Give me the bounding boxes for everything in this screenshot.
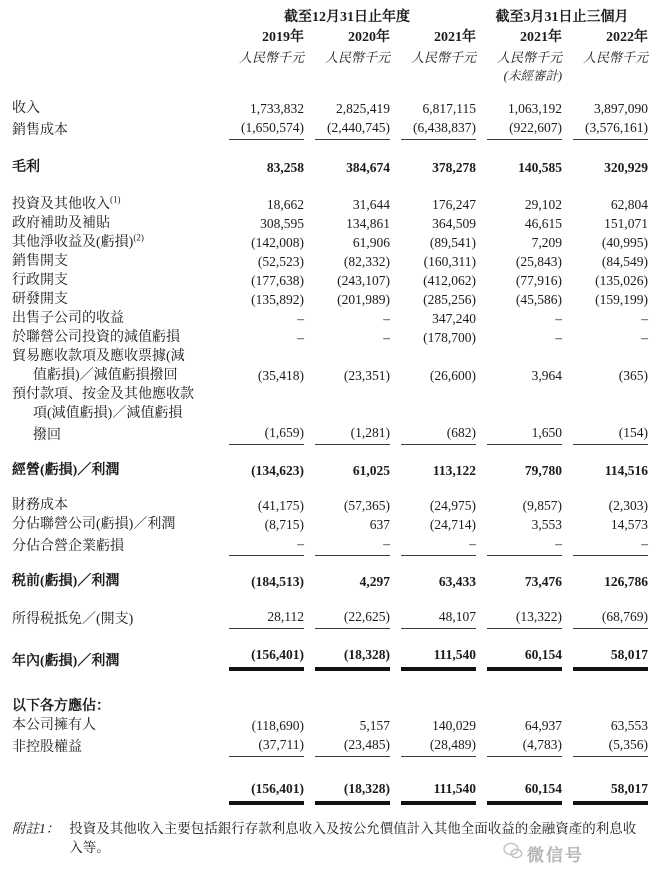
year-2022-q1: 2022年 bbox=[606, 30, 648, 45]
cell-value: (9,857) bbox=[522, 498, 562, 513]
row-label: 值虧損)／減值虧損撥回 bbox=[33, 368, 178, 383]
cell-value: 61,025 bbox=[352, 463, 390, 478]
cell-value: – bbox=[390, 534, 476, 556]
row-label bbox=[12, 779, 218, 805]
table-row bbox=[12, 697, 648, 716]
table-row bbox=[12, 607, 648, 629]
table-header bbox=[12, 8, 648, 85]
cell-value: – bbox=[562, 534, 648, 556]
cell-value: 60,154 bbox=[476, 779, 562, 805]
cell-value: 3,897,090 bbox=[594, 101, 648, 116]
table-row bbox=[12, 271, 648, 290]
cell-value: (57,365) bbox=[343, 498, 390, 513]
cell-value: (412,062) bbox=[423, 273, 476, 288]
watermark-text: 微信号 bbox=[527, 846, 584, 865]
cell-value: 6,817,115 bbox=[422, 101, 476, 116]
table-row bbox=[12, 252, 648, 271]
cell-value bbox=[304, 404, 390, 423]
cell-value: 113,122 bbox=[432, 463, 476, 478]
row-label: 預付款項、按金及其他應收款 bbox=[12, 387, 194, 402]
cell-value: (41,175) bbox=[257, 498, 304, 513]
unit-label: 人民幣千元 bbox=[496, 50, 562, 65]
table-row bbox=[12, 309, 648, 328]
cell-value: – bbox=[297, 311, 304, 326]
cell-value: 63,433 bbox=[438, 574, 476, 589]
table-row bbox=[12, 423, 648, 445]
table-row bbox=[12, 195, 648, 214]
cell-value bbox=[218, 404, 304, 423]
cell-value: 62,804 bbox=[610, 197, 648, 212]
cell-value: (6,438,837) bbox=[390, 118, 476, 140]
cell-value: – bbox=[297, 330, 304, 345]
cell-value: (682) bbox=[390, 423, 476, 445]
footnote bbox=[12, 819, 648, 857]
footnote-label: 附註1： bbox=[12, 821, 60, 836]
cell-value: (2,303) bbox=[608, 498, 648, 513]
cell-value: 3,964 bbox=[531, 368, 562, 383]
spacer-row bbox=[12, 480, 648, 496]
table-row bbox=[12, 645, 648, 671]
table-row bbox=[12, 404, 648, 423]
cell-value: 384,674 bbox=[346, 160, 390, 175]
row-label: 貿易應收款項及應收票據(減 bbox=[12, 349, 185, 364]
table-row bbox=[12, 716, 648, 735]
cell-value: (177,638) bbox=[251, 273, 304, 288]
annual-period-header: 截至12月31日止年度 bbox=[284, 10, 410, 25]
cell-value: (184,513) bbox=[251, 574, 304, 589]
cell-value bbox=[218, 697, 304, 716]
year-2020: 2020年 bbox=[348, 30, 390, 45]
cell-value: (156,401) bbox=[218, 779, 304, 805]
cell-value: (365) bbox=[618, 368, 648, 383]
table-row bbox=[12, 328, 648, 347]
unit-label: 人民幣千元 bbox=[410, 50, 476, 65]
spacer-row bbox=[12, 671, 648, 697]
cell-value: 28,112 bbox=[218, 607, 304, 629]
cell-value: (23,351) bbox=[343, 368, 390, 383]
cell-value: 83,258 bbox=[266, 160, 304, 175]
cell-value: (285,256) bbox=[423, 292, 476, 307]
cell-value: (154) bbox=[562, 423, 648, 445]
cell-value: (26,600) bbox=[429, 368, 476, 383]
cell-value: 48,107 bbox=[390, 607, 476, 629]
period-group-row bbox=[12, 8, 648, 28]
cell-value: 308,595 bbox=[260, 216, 304, 231]
currency-unit-row bbox=[12, 48, 648, 67]
cell-value: (1,281) bbox=[304, 423, 390, 445]
cell-value: 176,247 bbox=[432, 197, 476, 212]
cell-value: (134,623) bbox=[251, 463, 304, 478]
cell-value: 347,240 bbox=[432, 311, 476, 326]
cell-value: (84,549) bbox=[601, 254, 648, 269]
cell-value: 14,573 bbox=[610, 517, 648, 532]
row-label: 非控股權益 bbox=[12, 740, 82, 755]
cell-value: (13,322) bbox=[476, 607, 562, 629]
row-label: 政府補助及補貼 bbox=[12, 216, 110, 231]
cell-value: (922,607) bbox=[476, 118, 562, 140]
table-row bbox=[12, 99, 648, 118]
cell-value: 3,553 bbox=[531, 517, 562, 532]
table-row bbox=[12, 572, 648, 591]
row-label: 於聯營公司投資的減值虧損 bbox=[12, 330, 180, 345]
cell-value: 114,516 bbox=[604, 463, 648, 478]
cell-value bbox=[476, 697, 562, 716]
cell-value: – bbox=[304, 534, 390, 556]
cell-value: 79,780 bbox=[524, 463, 562, 478]
cell-value bbox=[562, 385, 648, 404]
cell-value bbox=[476, 347, 562, 366]
cell-value: 46,615 bbox=[524, 216, 562, 231]
cell-value: (2,440,745) bbox=[304, 118, 390, 140]
row-label: 投資及其他收入$^{(1)}$ bbox=[12, 194, 121, 212]
cell-value: – bbox=[555, 330, 562, 345]
unaudited-label: (未經審計) bbox=[503, 69, 562, 83]
footnote-text: 投資及其他收入主要包括銀行存款利息收入及按公允價值計入其他全面收益的金融資產的利息收入等。 bbox=[69, 821, 637, 855]
cell-value: (135,026) bbox=[595, 273, 648, 288]
cell-value: (22,625) bbox=[304, 607, 390, 629]
cell-value: (159,199) bbox=[595, 292, 648, 307]
cell-value: 64,937 bbox=[524, 718, 562, 733]
row-label: 税前(虧損)／利潤 bbox=[12, 574, 120, 589]
cell-value: (77,916) bbox=[515, 273, 562, 288]
year-2021-q1: 2021年 bbox=[520, 30, 562, 45]
unaudited-row bbox=[12, 67, 648, 85]
cell-value: 5,157 bbox=[359, 718, 390, 733]
row-label: 項(減值虧損)／減值虧損 bbox=[33, 406, 183, 421]
table-row bbox=[12, 118, 648, 140]
cell-value: (40,995) bbox=[601, 235, 648, 250]
table-row bbox=[12, 515, 648, 534]
cell-value bbox=[304, 347, 390, 366]
unit-label: 人民幣千元 bbox=[324, 50, 390, 65]
spacer-row bbox=[12, 629, 648, 645]
cell-value: 364,509 bbox=[432, 216, 476, 231]
cell-value: 1,063,192 bbox=[508, 101, 562, 116]
row-label: 銷售開支 bbox=[12, 254, 68, 269]
cell-value bbox=[562, 404, 648, 423]
table-row bbox=[12, 385, 648, 404]
cell-value: 2,825,419 bbox=[336, 101, 390, 116]
table-row bbox=[12, 233, 648, 252]
cell-value: 7,209 bbox=[531, 235, 562, 250]
row-label: 財務成本 bbox=[12, 498, 68, 513]
cell-value: 637 bbox=[369, 517, 390, 532]
table-row bbox=[12, 461, 648, 480]
row-label: 銷售成本 bbox=[12, 123, 68, 138]
cell-value: 58,017 bbox=[562, 779, 648, 805]
unit-label: 人民幣千元 bbox=[582, 50, 648, 65]
table-row bbox=[12, 735, 648, 757]
cell-value: 111,540 bbox=[390, 779, 476, 805]
cell-value bbox=[562, 697, 648, 716]
cell-value bbox=[304, 385, 390, 404]
cell-value: 111,540 bbox=[390, 645, 476, 671]
cell-value bbox=[476, 385, 562, 404]
row-label: 出售子公司的收益 bbox=[12, 311, 124, 326]
cell-value: – bbox=[383, 311, 390, 326]
cell-value: 60,154 bbox=[476, 645, 562, 671]
cell-value: (25,843) bbox=[515, 254, 562, 269]
cell-value bbox=[476, 404, 562, 423]
cell-value bbox=[304, 697, 390, 716]
cell-value: 126,786 bbox=[604, 574, 648, 589]
cell-value: (160,311) bbox=[423, 254, 476, 269]
cell-value bbox=[562, 347, 648, 366]
cell-value: (142,008) bbox=[251, 235, 304, 250]
cell-value: (1,650,574) bbox=[218, 118, 304, 140]
quarter-period-header: 截至3月31日止三個月 bbox=[495, 10, 629, 25]
table-row bbox=[12, 496, 648, 515]
cell-value: (8,715) bbox=[264, 517, 304, 532]
cell-value: (3,576,161) bbox=[562, 118, 648, 140]
cell-value: 151,071 bbox=[604, 216, 648, 231]
cell-value: (28,489) bbox=[390, 735, 476, 757]
cell-value: 58,017 bbox=[562, 645, 648, 671]
spacer-row bbox=[12, 85, 648, 99]
cell-value: 29,102 bbox=[524, 197, 562, 212]
cell-value: 140,585 bbox=[518, 160, 562, 175]
cell-value: (4,783) bbox=[476, 735, 562, 757]
cell-value: (18,328) bbox=[304, 645, 390, 671]
year-2019: 2019年 bbox=[262, 30, 304, 45]
cell-value: 61,906 bbox=[352, 235, 390, 250]
cell-value: (1,659) bbox=[218, 423, 304, 445]
cell-value: (201,989) bbox=[337, 292, 390, 307]
cell-value: 140,029 bbox=[432, 718, 476, 733]
cell-value: (82,332) bbox=[343, 254, 390, 269]
spacer-row bbox=[12, 445, 648, 461]
cell-value: (135,892) bbox=[251, 292, 304, 307]
table-body bbox=[12, 85, 648, 805]
spacer-row bbox=[12, 177, 648, 195]
cell-value bbox=[390, 347, 476, 366]
cell-value: (68,769) bbox=[562, 607, 648, 629]
row-label: 年內(虧損)／利潤 bbox=[12, 654, 120, 669]
cell-value: (24,975) bbox=[429, 498, 476, 513]
cell-value: 1,650 bbox=[476, 423, 562, 445]
cell-value: (35,418) bbox=[257, 368, 304, 383]
cell-value: – bbox=[641, 311, 648, 326]
row-label: 研發開支 bbox=[12, 292, 68, 307]
cell-value: (24,714) bbox=[429, 517, 476, 532]
table-row bbox=[12, 290, 648, 309]
cell-value: – bbox=[383, 330, 390, 345]
row-label: 分佔合營企業虧損 bbox=[12, 539, 124, 554]
cell-value: 378,278 bbox=[432, 160, 476, 175]
cell-value: (45,586) bbox=[515, 292, 562, 307]
cell-value: (23,485) bbox=[304, 735, 390, 757]
spacer-row bbox=[12, 591, 648, 607]
table-row bbox=[12, 534, 648, 556]
cell-value: 1,733,832 bbox=[250, 101, 304, 116]
row-label: 毛利 bbox=[12, 160, 40, 175]
cell-value: 320,929 bbox=[604, 160, 648, 175]
cell-value bbox=[390, 697, 476, 716]
row-label: 行政開支 bbox=[12, 273, 68, 288]
cell-value bbox=[390, 385, 476, 404]
cell-value: (89,541) bbox=[429, 235, 476, 250]
cell-value: 18,662 bbox=[266, 197, 304, 212]
year-2021: 2021年 bbox=[434, 30, 476, 45]
row-label: 經營(虧損)／利潤 bbox=[12, 463, 120, 478]
cell-value: 134,861 bbox=[346, 216, 390, 231]
row-label: 其他淨收益及(虧損)$^{(2)}$ bbox=[12, 232, 144, 250]
cell-value: (243,107) bbox=[337, 273, 390, 288]
table-row bbox=[12, 779, 648, 805]
row-label: 收入 bbox=[12, 101, 40, 116]
row-label: 撥回 bbox=[33, 428, 61, 443]
cell-value: 73,476 bbox=[524, 574, 562, 589]
row-label: 所得税抵免／(開支) bbox=[12, 612, 134, 627]
year-row bbox=[12, 28, 648, 48]
cell-value: (5,356) bbox=[562, 735, 648, 757]
row-label: 以下各方應佔： bbox=[12, 699, 110, 714]
cell-value: (178,700) bbox=[423, 330, 476, 345]
spacer-row bbox=[12, 757, 648, 779]
cell-value: 63,553 bbox=[610, 718, 648, 733]
row-label: 分佔聯營公司(虧損)／利潤 bbox=[12, 517, 176, 532]
cell-value bbox=[218, 385, 304, 404]
cell-value: – bbox=[641, 330, 648, 345]
cell-value: 4,297 bbox=[359, 574, 390, 589]
unit-label: 人民幣千元 bbox=[238, 50, 304, 65]
cell-value: (118,690) bbox=[251, 718, 304, 733]
table-row bbox=[12, 347, 648, 366]
cell-value: – bbox=[555, 311, 562, 326]
table-row bbox=[12, 214, 648, 233]
row-label: 本公司擁有人 bbox=[12, 718, 96, 733]
spacer-row bbox=[12, 140, 648, 158]
table-row bbox=[12, 158, 648, 177]
cell-value: (18,328) bbox=[304, 779, 390, 805]
cell-value: 31,644 bbox=[352, 197, 390, 212]
spacer-row bbox=[12, 556, 648, 572]
table-row bbox=[12, 366, 648, 385]
cell-value: (37,711) bbox=[218, 735, 304, 757]
cell-value: – bbox=[218, 534, 304, 556]
cell-value: (156,401) bbox=[218, 645, 304, 671]
income-statement-table bbox=[12, 8, 648, 805]
cell-value: (52,523) bbox=[257, 254, 304, 269]
cell-value bbox=[390, 404, 476, 423]
cell-value bbox=[218, 347, 304, 366]
cell-value: – bbox=[476, 534, 562, 556]
